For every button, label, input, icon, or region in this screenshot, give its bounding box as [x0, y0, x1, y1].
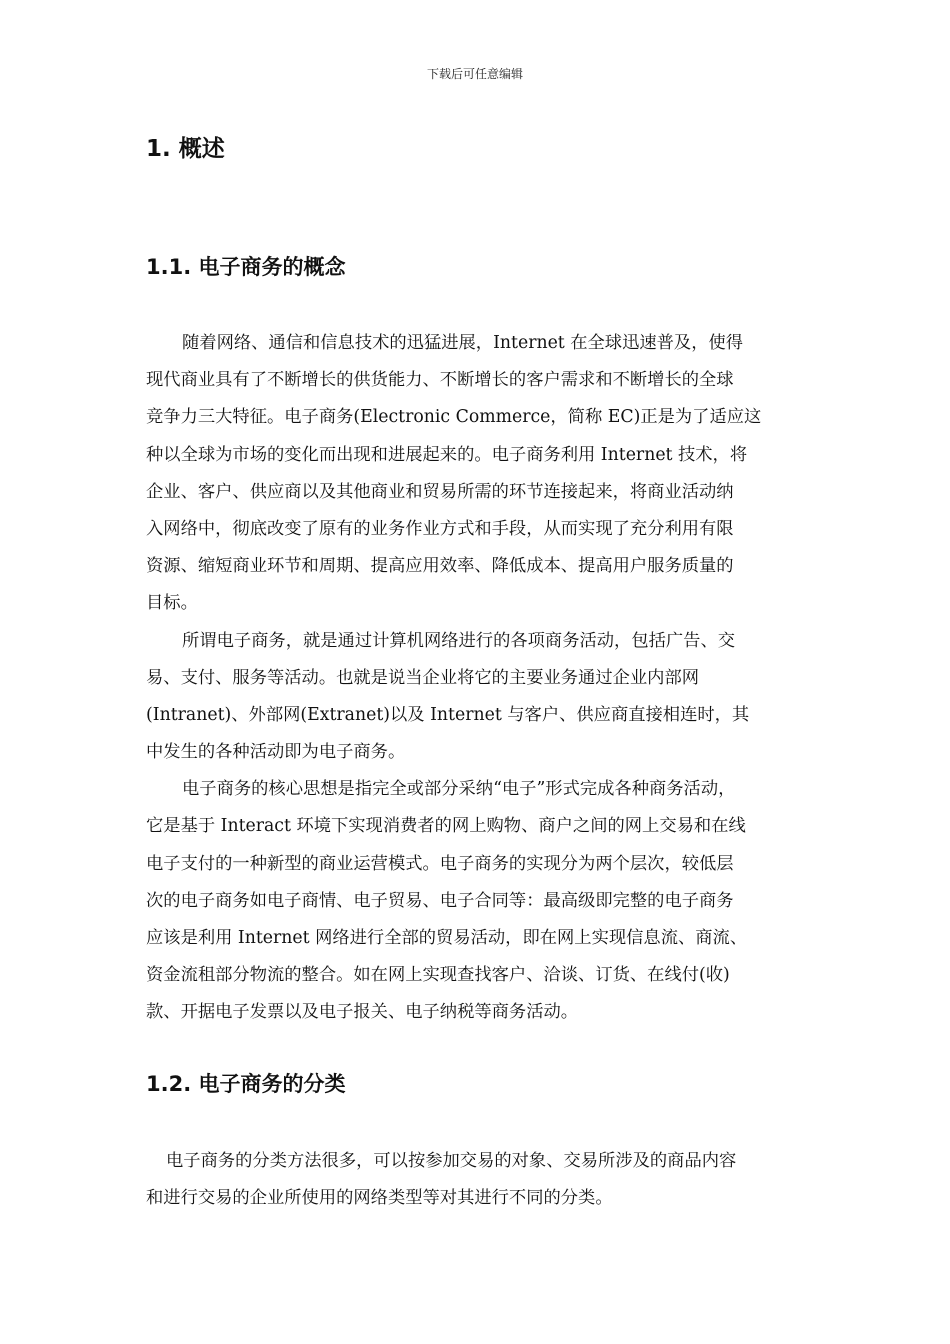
- text-line: 入网络中，彻底改变了原有的业务作业方式和手段，从而实现了充分利用有限: [146, 518, 734, 539]
- text-line: 电子商务的分类方法很多，可以按参加交易的对象、交易所涉及的商品内容: [166, 1151, 737, 1171]
- text-line: 它是基于 Interact 环境下实现消费者的网上购物、商户之间的网上交易和在线: [146, 816, 746, 837]
- text-line: 资源、缩短商业环节和周期、提高应用效率、降低成本、提高用户服务质量的: [146, 556, 734, 577]
- text-line: (Intranet)、外部网(Extranet)以及 Internet 与客户、供应商直接相连时，其: [146, 704, 750, 725]
- text-line: 应该是利用 Internet 网络进行全部的贸易活动，即在网上实现信息流、商流、: [146, 928, 748, 948]
- paragraph-classification-1: [146, 1143, 810, 1217]
- heading-ecommerce-classification: 1.2. 电子商务的分类: [146, 1072, 346, 1096]
- text-line: 易、支付、服务等活动。也就是说当企业将它的主要业务通过企业内部网: [146, 667, 700, 688]
- paragraph-concept-2: [146, 623, 810, 772]
- text-line: 现代商业具有了不断增长的供货能力、不断增长的客户需求和不断增长的全球: [146, 370, 734, 391]
- section-concept-body: [146, 325, 810, 1032]
- text-line: 中发生的各种活动即为电子商务。: [146, 742, 406, 763]
- text-line: 次的电子商务如电子商情、电子贸易、电子合同等：最高级即完整的电子商务: [146, 890, 734, 911]
- section-classification-body: [146, 1143, 810, 1217]
- text-line: 竞争力三大特征。电子商务(Electronic Commerce，简称 EC)正是为了适应这: [146, 407, 762, 428]
- heading-overview: 1. 概述: [146, 136, 225, 162]
- text-line: 电子支付的一种新型的商业运营模式。电子商务的实现分为两个层次，较低层: [146, 853, 734, 874]
- text-line: 企业、客户、供应商以及其他商业和贸易所需的环节连接起来，将商业活动纳: [146, 481, 734, 502]
- text-line: 随着网络、通信和信息技术的迅猛进展，Internet 在全球迅速普及，使得: [182, 333, 744, 353]
- text-line: 目标。: [146, 593, 198, 614]
- heading-ecommerce-concept: 1.1. 电子商务的概念: [146, 255, 346, 279]
- text-line: 和进行交易的企业所使用的网络类型等对其进行不同的分类。: [146, 1188, 613, 1209]
- paragraph-concept-3: [146, 771, 810, 1031]
- text-line: 款、开据电子发票以及电子报关、电子纳税等商务活动。: [146, 1002, 579, 1023]
- paragraph-concept-1: [146, 325, 810, 623]
- text-line: 种以全球为市场的变化而出现和进展起来的。电子商务利用 Internet 技术，将: [146, 444, 748, 465]
- text-line: 电子商务的核心思想是指完全或部分采纳“电子”形式完成各种商务活动，: [182, 779, 736, 800]
- page-header-note: 下载后可任意编辑: [426, 67, 523, 81]
- text-line: 资金流租部分物流的整合。如在网上实现查找客户、洽谈、订货、在线付(收): [146, 965, 730, 986]
- text-line: 所谓电子商务，就是通过计算机网络进行的各项商务活动，包括广告、交: [182, 630, 736, 651]
